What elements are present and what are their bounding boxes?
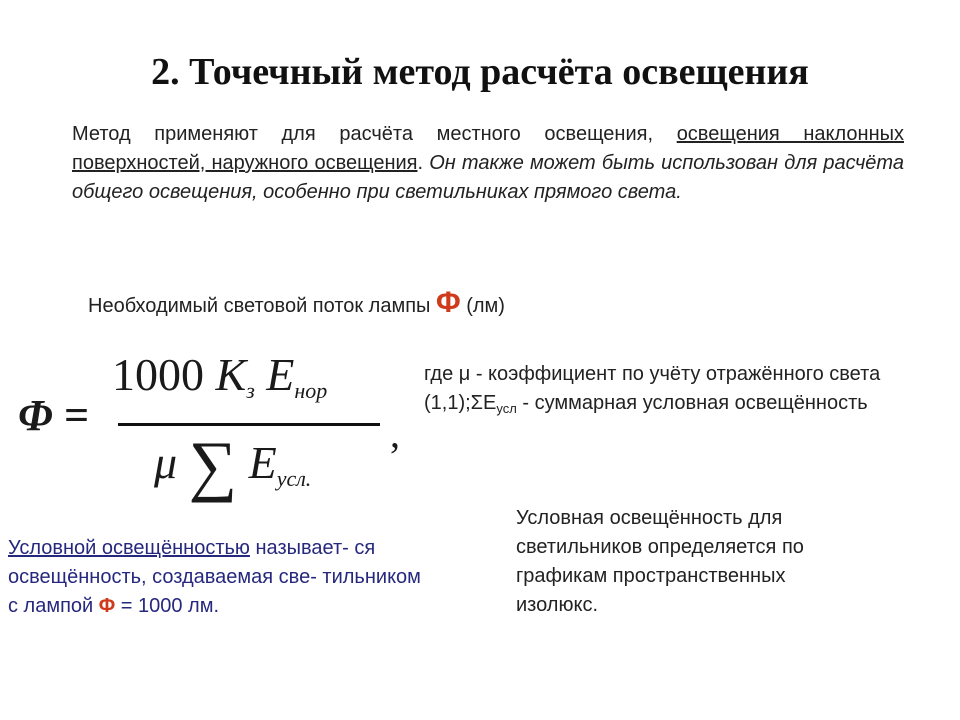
sigma-symbol: ∑ [188, 427, 238, 503]
page-title: 2. Точечный метод расчёта освещения [151, 51, 809, 93]
flux-formula [14, 348, 404, 503]
definition-text-2: = 1000 лм. [115, 595, 220, 617]
intro-paragraph [72, 120, 904, 207]
formula-num-e-sub: нор [294, 378, 328, 403]
formula-explanation [424, 360, 894, 423]
formula-numerator [112, 348, 327, 404]
definition-term: Условной освещённостью [8, 537, 250, 559]
formula-num-k-sub: з [246, 378, 255, 403]
where-sub: усл [496, 401, 517, 416]
definition-paragraph [8, 534, 428, 621]
flux-symbol: Φ [436, 286, 461, 319]
where-part-2: - суммарная условная освещённость [516, 392, 868, 414]
formula-denominator [154, 426, 311, 505]
conditional-illuminance-note: Условная освещённость для светильников определяется по графикам пространственных изолюкс. [516, 507, 804, 616]
formula-den-e: E [248, 437, 277, 488]
formula-num-e: E [266, 349, 295, 400]
flux-text: Необходимый световой поток лампы [88, 295, 431, 317]
formula-num-k: K [215, 349, 247, 400]
definition-phi: Φ [98, 595, 116, 617]
formula-den-mu: μ [154, 437, 178, 488]
intro-part-3: . [417, 152, 424, 174]
definition-text-1: называет- ся освещённость, создаваемая све- тильником с лампой [8, 537, 421, 617]
intro-part-1: Метод применяют для расчёта местного освещения, [72, 123, 654, 145]
formula-lhs: Φ = [18, 391, 89, 440]
intro-part-4: Он также может быть использован для расчёта общего освещения, особенно при светильниках прямого света. [72, 152, 904, 203]
flux-requirement-line [88, 286, 505, 320]
formula-num-const: 1000 [112, 349, 204, 400]
intro-part-2: освещения наклонных поверхностей, наружного освещения [72, 123, 905, 174]
where-part-1: где μ - коэффициент по учёту отражённого света (1,1);ΣE [424, 363, 881, 414]
formula-comma: , [390, 411, 400, 456]
flux-unit: (лм) [466, 295, 505, 317]
formula-den-e-sub: усл. [276, 466, 312, 491]
